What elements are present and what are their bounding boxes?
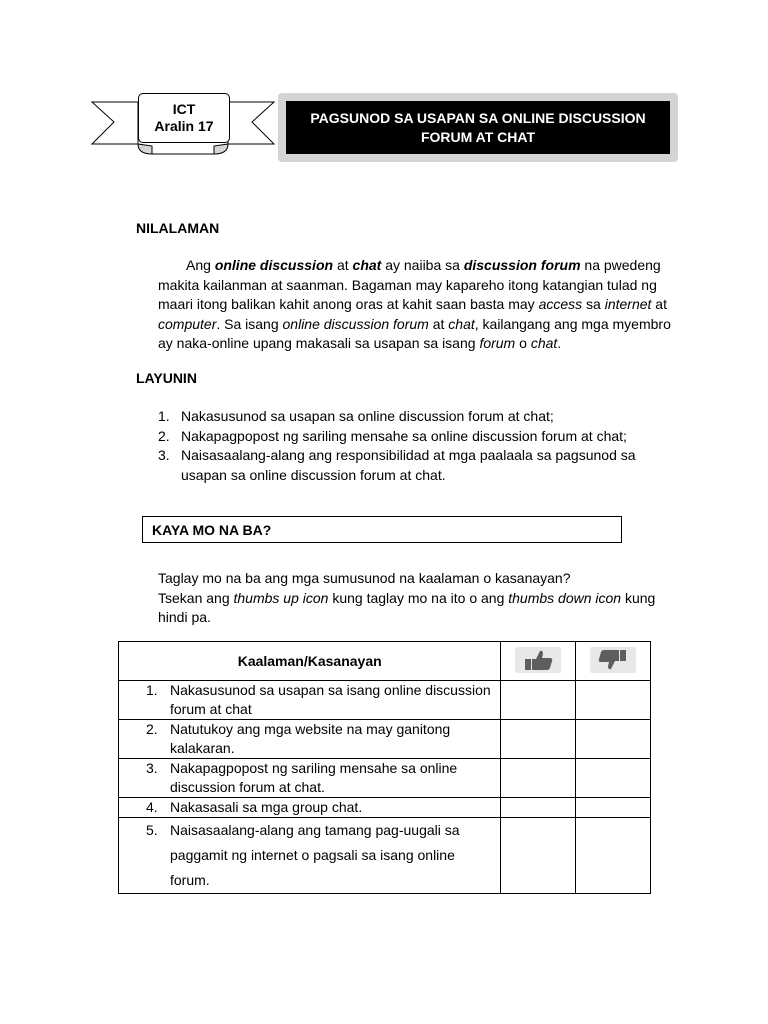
objective-item [158, 427, 678, 447]
paragraph-line [158, 589, 678, 609]
lesson-label-box [138, 93, 230, 143]
skill-number: 4. [146, 799, 158, 815]
text-run: . Sa isang [216, 315, 283, 332]
table-row [119, 720, 651, 759]
text-run: maari itong balikan kahit anong oras at kahit saan basta may [158, 296, 539, 312]
text-run: sa [582, 296, 605, 312]
paragraph-line [158, 276, 678, 296]
text-run: online discussion forum [282, 315, 429, 332]
table-row [119, 759, 651, 798]
text-run: Taglay mo na ba ang mga sumusunod na kaalaman o kasanayan? [158, 570, 571, 586]
skill-cell [119, 759, 501, 798]
thumbs-down-column-header [576, 642, 651, 681]
text-run: . [557, 335, 562, 351]
text-run: online discussion [214, 257, 334, 273]
thumbs-up-check-cell[interactable] [501, 681, 576, 720]
objectives-list [158, 407, 678, 485]
thumbs-down-icon [590, 647, 636, 673]
text-run: discussion forum [463, 257, 581, 273]
thumbs-up-check-cell[interactable] [501, 818, 576, 894]
text-run: hindi pa. [158, 609, 211, 625]
objective-item [158, 446, 678, 485]
skills-checklist-table [118, 641, 651, 894]
text-run: o [515, 335, 531, 351]
text-run: Tsekan ang [158, 589, 234, 606]
objective-text: Nakasusunod sa usapan sa online discussion forum at chat; [181, 408, 554, 424]
skill-text: Nakasusunod sa usapan sa isang online discussion forum at chat [170, 682, 491, 717]
thumbs-down-check-cell[interactable] [576, 759, 651, 798]
skill-number: 3. [146, 760, 158, 776]
paragraph-line [158, 295, 678, 315]
paragraph-line [158, 334, 678, 354]
text-run: ay naiiba sa [381, 257, 464, 273]
thumbs-up-column-header [501, 642, 576, 681]
table-row [119, 798, 651, 818]
checklist-instructions [158, 569, 678, 628]
skill-text: Nakasasali sa mga group chat. [170, 799, 363, 815]
nilalaman-heading: NILALAMAN [136, 220, 220, 236]
skill-text: Nakapagpopost ng sariling mensahe sa online discussion forum at chat. [170, 760, 458, 795]
thumbs-up-check-cell[interactable] [501, 759, 576, 798]
text-run: at [333, 257, 353, 273]
skill-number: 2. [146, 721, 158, 737]
thumbs-up-check-cell[interactable] [501, 798, 576, 818]
text-run: , kailangang ang mga myembro [474, 315, 671, 332]
text-run: at [428, 315, 449, 332]
text-run: thumbs up icon [233, 589, 329, 606]
layunin-heading: LAYUNIN [136, 370, 197, 386]
skill-number: 1. [146, 682, 158, 698]
paragraph-line [158, 256, 678, 276]
lesson-title-line-2: FORUM AT CHAT [420, 128, 536, 145]
lesson-title-line-1: PAGSUNOD SA USAPAN SA ONLINE DISCUSSION [310, 109, 646, 126]
text-run: chat [352, 257, 382, 273]
table-row [119, 681, 651, 720]
skill-cell [119, 681, 501, 720]
thumbs-up-icon [515, 647, 561, 673]
text-run: thumbs down icon [508, 589, 622, 606]
thumbs-up-check-cell[interactable] [501, 720, 576, 759]
text-run: chat [448, 315, 475, 332]
text-run: access [538, 296, 583, 312]
thumbs-down-check-cell[interactable] [576, 818, 651, 894]
paragraph-line [158, 315, 678, 335]
skill-text: Natutukoy ang mga website na may ganitong kalakaran. [170, 721, 451, 756]
objective-text: Nakapagpopost ng sariling mensahe sa online discussion forum at chat; [181, 427, 627, 444]
thumbs-down-check-cell[interactable] [576, 720, 651, 759]
text-run: makita kailanman at saanman. Bagaman may kapareho itong katangian tulad ng [158, 276, 657, 293]
objective-number: 3. [158, 447, 170, 463]
skill-cell [119, 798, 501, 818]
objective-number: 2. [158, 427, 170, 444]
lesson-ribbon [90, 90, 276, 158]
nilalaman-paragraph [158, 256, 678, 354]
text-run: forum [479, 335, 516, 351]
text-run: kung [621, 589, 656, 606]
lesson-number: Aralin 17 [154, 118, 214, 134]
text-run: na pwedeng [580, 257, 661, 273]
thumbs-down-check-cell[interactable] [576, 798, 651, 818]
paragraph-line [158, 569, 678, 589]
text-run: kung taglay mo na ito o ang [328, 589, 509, 606]
subject-label: ICT [172, 101, 196, 117]
text-run: ay naka-online upang makasali sa usapan sa isang [158, 335, 480, 351]
text-run: internet [604, 296, 652, 312]
objective-text: Naisasaalang-alang ang responsibilidad at mga paalaala sa pagsunod sa usapan sa online discussion forum at chat. [181, 447, 636, 483]
lesson-title [286, 101, 670, 154]
kaya-mo-na-ba-box [142, 516, 622, 543]
skills-column-header: Kaalaman/Kasanayan [119, 642, 501, 681]
skill-number: 5. [146, 822, 158, 838]
table-header-row [119, 642, 651, 681]
skill-text: Naisasaalang-alang ang tamang pag-uugali sa paggamit ng internet o pagsali sa isang online forum. [170, 822, 460, 888]
text-run: chat [530, 335, 558, 351]
objective-number: 1. [158, 408, 170, 424]
lesson-title-frame [278, 93, 678, 162]
text-run: Ang [186, 257, 215, 273]
skill-cell [119, 720, 501, 759]
thumbs-down-check-cell[interactable] [576, 681, 651, 720]
kaya-heading: KAYA MO NA BA? [152, 521, 272, 538]
objective-item [158, 407, 678, 427]
paragraph-line [158, 608, 678, 628]
text-run: computer [158, 315, 217, 332]
table-row [119, 818, 651, 894]
text-run: at [651, 296, 667, 312]
skill-cell [119, 818, 501, 894]
